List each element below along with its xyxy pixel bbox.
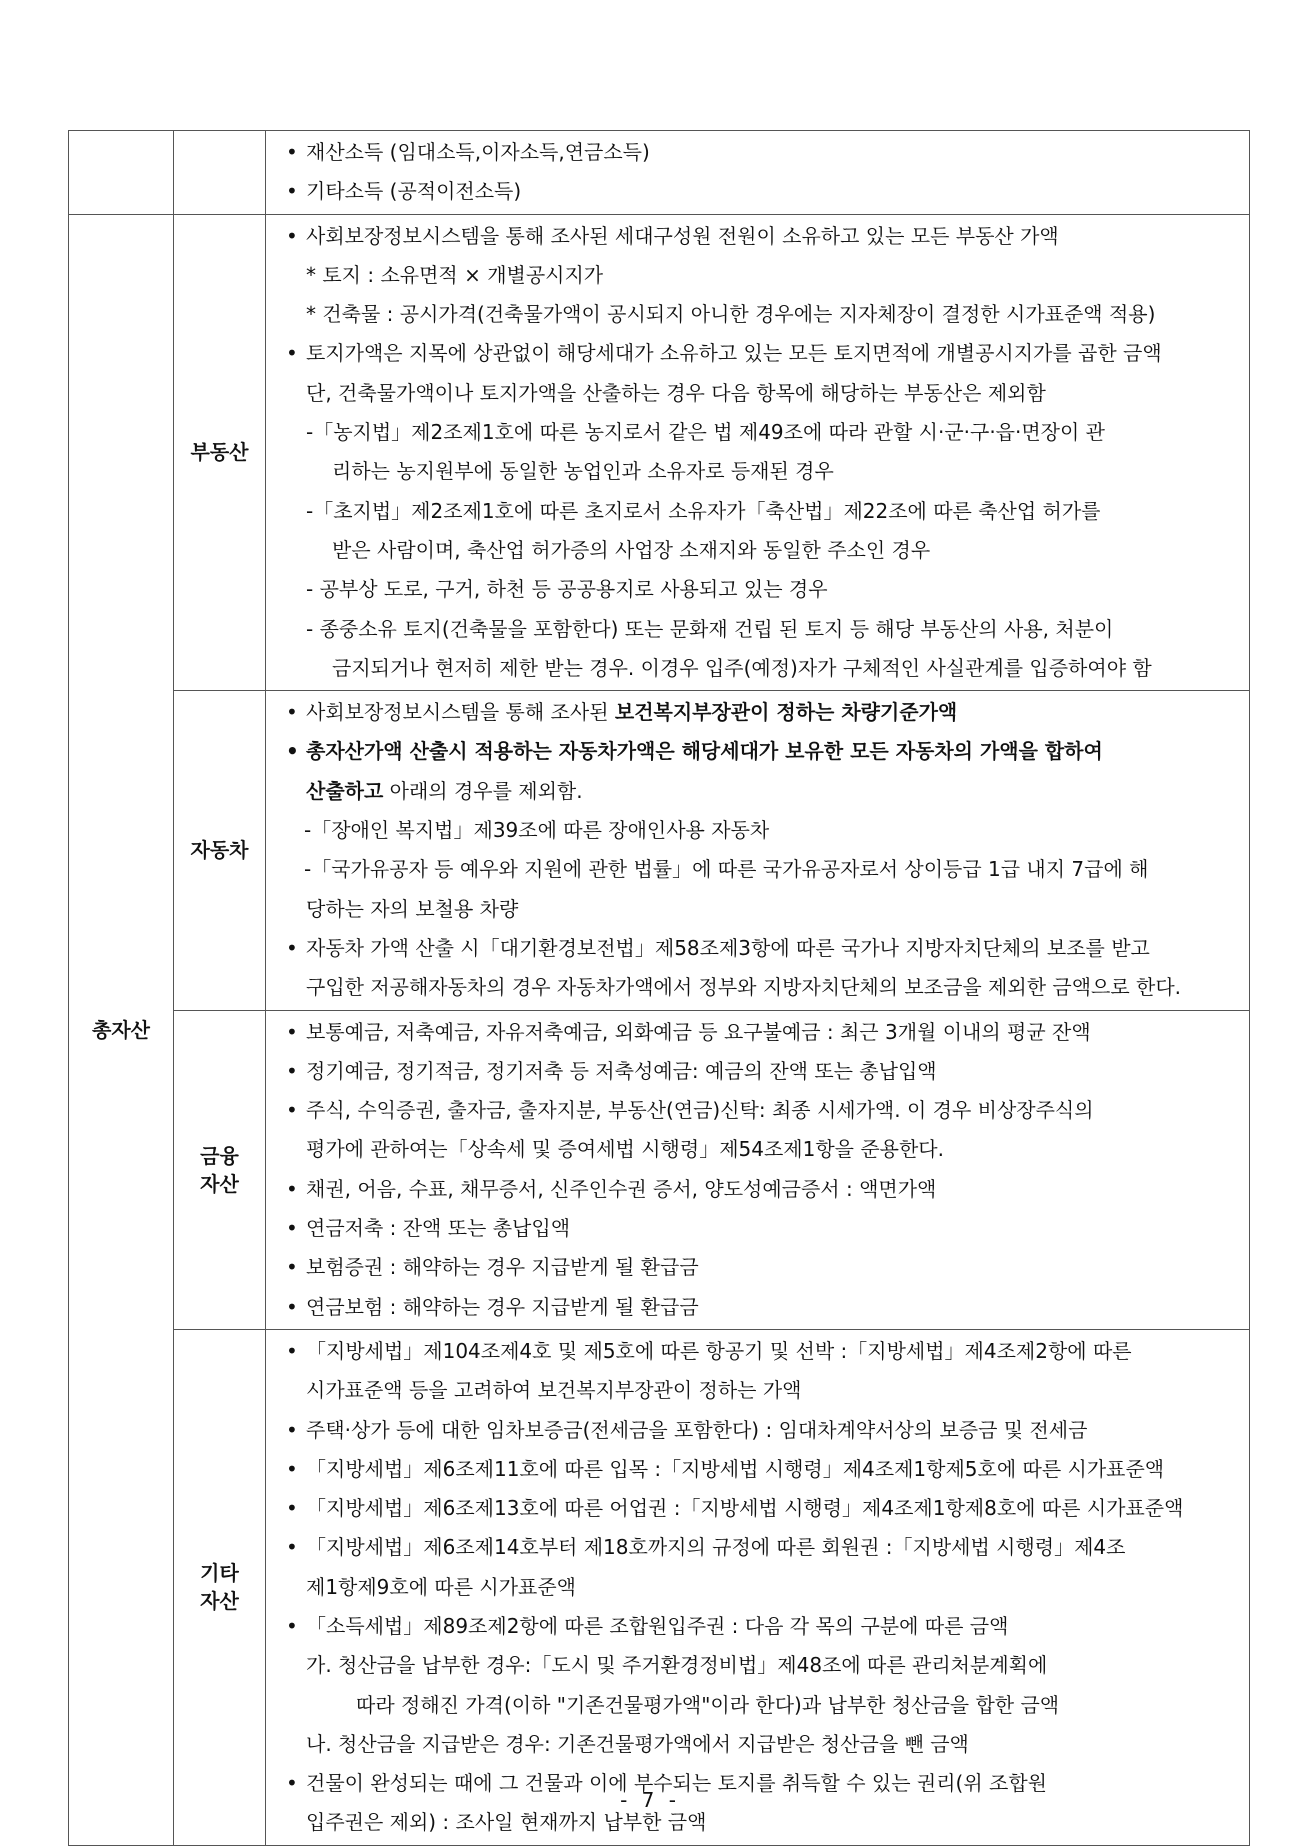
list-item: * 토지 : 소유면적 × 개별공시지가 <box>306 262 604 287</box>
financial-content-cell <box>266 1010 1250 1329</box>
list-item: • 기타소득 (공적이전소득) <box>276 172 1239 211</box>
list-item: 단, 건축물가액이나 토지가액을 산출하는 경우 다음 항목에 해당하는 부동산은 제외함 <box>306 380 1046 405</box>
asset-criteria-table <box>68 130 1250 1846</box>
list-item: 받은 사람이며, 축산업 허가증의 사업장 소재지와 동일한 주소인 경우 <box>332 537 931 562</box>
list-item: • 채권, 어음, 수표, 채무증서, 신주인수권 증서, 양도성예금증서 : 액면가액 <box>276 1170 1239 1209</box>
vehicle-line3-normal: 아래의 경우를 제외함. <box>383 778 583 803</box>
other-label-2: 자산 <box>200 1589 239 1614</box>
real-estate-header <box>174 214 266 691</box>
list-item: • 재산소득 (임대소득,이자소득,연금소득) <box>276 133 1239 172</box>
vehicle-label: 자동차 <box>190 838 249 863</box>
list-item: 가. 청산금을 납부한 경우:「도시 및 주거환경정비법」제48조에 따른 관리처분계획에 <box>306 1653 1048 1678</box>
list-item <box>276 772 1239 811</box>
total-assets-label: 총자산 <box>92 1017 150 1042</box>
vehicle-row <box>69 691 1250 1010</box>
list-item: -「장애인 복지법」제39조에 따른 장애인사용 자동차 <box>304 818 770 843</box>
financial-label-2: 자산 <box>200 1171 239 1196</box>
list-item: • 총자산가액 산출시 적용하는 자동차가액은 해당세대가 보유한 모든 자동차의 가액을 합하여 <box>276 732 1239 771</box>
list-item: * 건축물 : 공시가격(건축물가액이 공시되지 아니한 경우에는 지자체장이 결정한 시가표준액 적용) <box>306 302 1156 327</box>
list-item: • 토지가액은 지목에 상관없이 해당세대가 소유하고 있는 모든 토지면적에 개별공시지가를 곱한 금액 <box>276 334 1239 373</box>
list-item: - 종중소유 토지(건축물을 포함한다) 또는 문화재 건립 된 토지 등 해당 부동산의 사용, 처분이 <box>306 616 1114 641</box>
list-item: • 연금저축 : 잔액 또는 총납입액 <box>276 1209 1239 1248</box>
financial-header <box>174 1010 266 1329</box>
list-item: • 「소득세법」제89조제2항에 따른 조합원입주권 : 다음 각 목의 구분에 따른 금액 <box>276 1607 1239 1646</box>
list-item: • 연금보험 : 해약하는 경우 지급받게 될 환급금 <box>276 1288 1239 1327</box>
real-estate-row <box>69 214 1250 691</box>
total-assets-header <box>69 214 174 1845</box>
list-item: • 자동차 가액 산출 시「대기환경보전법」제58조제3항에 따른 국가나 지방자치단체의 보조를 받고 <box>276 929 1239 968</box>
list-item: 따라 정해진 가격(이하 "기존건물평가액"이라 한다)과 납부한 청산금을 합한 금액 <box>356 1692 1060 1717</box>
vehicle-line1-normal: 사회보장정보시스템을 통해 조사된 <box>306 700 615 725</box>
other-assets-header <box>174 1329 266 1845</box>
list-item: -「초지법」제2조제1호에 따른 초지로서 소유자가「축산법」제22조에 따른 축산업 허가를 <box>306 498 1101 523</box>
list-item: • 보험증권 : 해약하는 경우 지급받게 될 환급금 <box>276 1248 1239 1287</box>
other-assets-row <box>69 1329 1250 1845</box>
financial-label-1: 금융 <box>200 1143 239 1168</box>
list-item: 평가에 관하여는「상속세 및 증여세법 시행령」제54조제1항을 준용한다. <box>306 1137 944 1162</box>
list-item: • 사회보장정보시스템을 통해 조사된 세대구성원 전원이 소유하고 있는 모든 부동산 가액 <box>276 217 1239 256</box>
real-estate-content-cell <box>266 214 1250 691</box>
list-item: • 정기예금, 정기적금, 정기저축 등 저축성예금: 예금의 잔액 또는 총납입액 <box>276 1052 1239 1091</box>
list-item: - 공부상 도로, 구거, 하천 등 공공용지로 사용되고 있는 경우 <box>306 577 828 602</box>
income-row <box>69 131 1250 215</box>
list-item: • 「지방세법」제6조제13호에 따른 어업권 :「지방세법 시행령」제4조제1항제8호에 따른 시가표준액 <box>276 1489 1239 1528</box>
list-item: -「농지법」제2조제1호에 따른 농지로서 같은 법 제49조에 따라 관할 시·군·구·읍·면장이 관 <box>306 420 1106 445</box>
vehicle-header <box>174 691 266 1010</box>
list-item: -「국가유공자 등 예우와 지원에 관한 법률」에 따른 국가유공자로서 상이등급 1급 내지 7급에 해 <box>304 857 1149 882</box>
list-item: • 「지방세법」제6조제14호부터 제18호까지의 규정에 따른 회원권 :「지방세법 시행령」제4조 <box>276 1528 1239 1567</box>
list-item: 나. 청산금을 지급받은 경우: 기존건물평가액에서 지급받은 청산금을 뺀 금액 <box>306 1731 969 1756</box>
vehicle-line3-bold: 산출하고 <box>306 778 384 803</box>
list-item: • 주식, 수익증권, 출자금, 출자지분, 부동산(연금)신탁: 최종 시세가액. 이 경우 비상장주식의 <box>276 1091 1239 1130</box>
list-item: • 주택·상가 등에 대한 임차보증금(전세금을 포함한다) : 임대차계약서상의 보증금 및 전세금 <box>276 1411 1239 1450</box>
list-item: • 「지방세법」제6조제11호에 따른 입목 :「지방세법 시행령」제4조제1항제5호에 따른 시가표준액 <box>276 1450 1239 1489</box>
empty-category-cell <box>69 131 174 215</box>
list-item <box>276 693 1239 732</box>
list-item: • 보통예금, 저축예금, 자유저축예금, 외화예금 등 요구불예금 : 최근 3개월 이내의 평균 잔액 <box>276 1013 1239 1052</box>
financial-row <box>69 1010 1250 1329</box>
other-label-1: 기타 <box>200 1561 239 1586</box>
list-item: • 「지방세법」제104조제4호 및 제5호에 따른 항공기 및 선박 :「지방세법」제4조제2항에 따른 <box>276 1332 1239 1371</box>
real-estate-label: 부동산 <box>190 440 249 465</box>
list-item: 구입한 저공해자동차의 경우 자동차가액에서 정부와 지방자치단체의 보조금을 제외한 금액으로 한다. <box>306 975 1182 1000</box>
empty-subcategory-cell <box>174 131 266 215</box>
vehicle-content-cell <box>266 691 1250 1010</box>
list-item: 금지되거나 현저히 제한 받는 경우. 이경우 입주(예정)자가 구체적인 사실관계를 입증하여야 함 <box>332 655 1152 680</box>
list-item: 리하는 농지원부에 동일한 농업인과 소유자로 등재된 경우 <box>332 459 834 484</box>
list-item: 제1항제9호에 따른 시가표준액 <box>306 1574 577 1599</box>
income-content-cell <box>266 131 1250 215</box>
vehicle-line1-bold: 보건복지부장관이 정하는 차량기준가액 <box>614 700 958 725</box>
list-item: • 건물이 완성되는 때에 그 건물과 이에 부수되는 토지를 취득할 수 있는 권리(위 조합원 <box>276 1764 1239 1803</box>
list-item: 당하는 자의 보철용 차량 <box>306 896 519 921</box>
other-assets-content-cell <box>266 1329 1250 1845</box>
list-item: 입주권은 제외) : 조사일 현재까지 납부한 금액 <box>306 1810 707 1835</box>
list-item: 시가표준액 등을 고려하여 보건복지부장관이 정하는 가액 <box>306 1378 802 1403</box>
page-number: - 7 - <box>620 1788 680 1812</box>
